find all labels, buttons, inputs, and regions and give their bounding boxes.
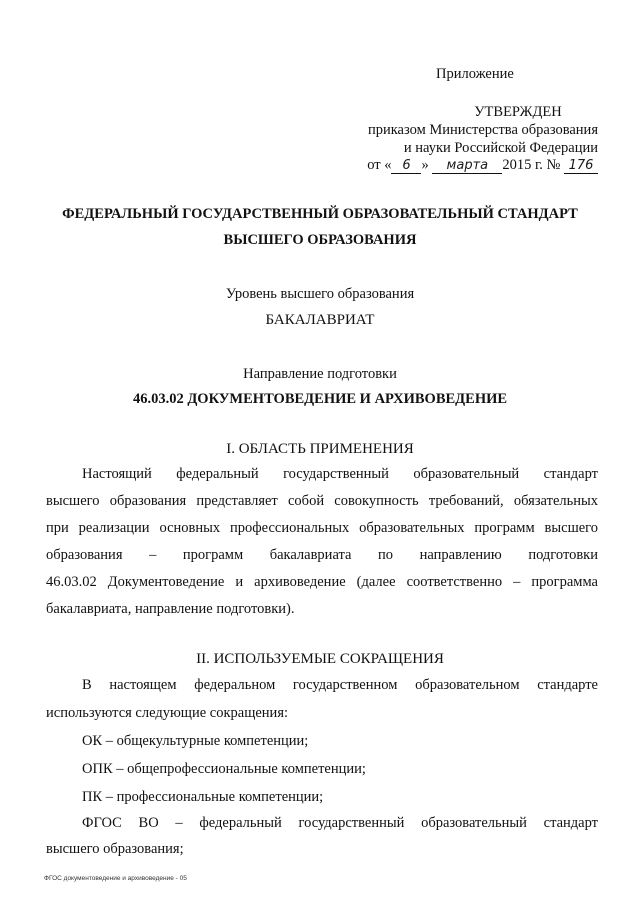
section-1-line: 46.03.02 Документоведение и архивоведение (далее соответственно – программа bbox=[46, 574, 598, 590]
document-title-line-1: ФЕДЕРАЛЬНЫЙ ГОСУДАРСТВЕННЫЙ ОБРАЗОВАТЕЛЬНЫЙ СТАНДАРТ bbox=[62, 206, 578, 222]
section-1-line: образования – программ бакалавриата по направлению подготовки bbox=[46, 547, 598, 563]
section-2-intro-line-2: используются следующие сокращения: bbox=[46, 705, 289, 721]
date-mid: » bbox=[421, 157, 429, 173]
section-2-intro-line-1: В настоящем федеральном государственном образовательном стандарте bbox=[82, 677, 598, 693]
order-line-2: и науки Российской Федерации bbox=[403, 140, 598, 156]
direction-value: 46.03.02 ДОКУМЕНТОВЕДЕНИЕ И АРХИВОВЕДЕНИЕ bbox=[132, 391, 508, 407]
date-year: 2015 г. № bbox=[502, 157, 561, 173]
section-1-heading: I. ОБЛАСТЬ ПРИМЕНЕНИЯ bbox=[226, 441, 414, 457]
abbreviation-item: ОК – общекультурные компетенции; bbox=[82, 733, 309, 749]
appendix-label: Приложение bbox=[436, 66, 514, 82]
date-day-handwritten: 6 bbox=[391, 159, 421, 174]
direction-label: Направление подготовки bbox=[243, 366, 397, 382]
abbreviation-item: ОПК – общепрофессиональные компетенции; bbox=[82, 761, 366, 777]
order-date-line bbox=[367, 157, 598, 174]
section-2-heading: II. ИСПОЛЬЗУЕМЫЕ СОКРАЩЕНИЯ bbox=[196, 651, 444, 667]
abbreviation-fgos-line-1: ФГОС ВО – федеральный государственный образовательный стандарт bbox=[82, 815, 598, 831]
abbreviation-fgos-line-2: высшего образования; bbox=[46, 841, 184, 857]
section-1-line: при реализации основных профессиональных образовательных программ высшего bbox=[46, 520, 598, 536]
level-value: БАКАЛАВРИАТ bbox=[265, 312, 375, 328]
page-footer: ФГОС документоведение и архивоведение - 05 bbox=[44, 875, 187, 882]
order-number-handwritten: 176 bbox=[564, 159, 598, 174]
section-1-line: Настоящий федеральный государственный образовательный стандарт bbox=[82, 466, 598, 482]
section-1-line: высшего образования представляет собой совокупность требований, обязательных bbox=[46, 493, 598, 509]
date-prefix: от « bbox=[367, 157, 392, 173]
date-month-handwritten: марта bbox=[432, 159, 502, 174]
order-line-1: приказом Министерства образования bbox=[367, 122, 598, 138]
document-title-line-2: ВЫСШЕГО ОБРАЗОВАНИЯ bbox=[223, 232, 417, 248]
level-label: Уровень высшего образования bbox=[225, 286, 415, 302]
section-1-line: бакалавриата, направление подготовки). bbox=[46, 601, 295, 617]
approved-label: УТВЕРЖДЕН bbox=[474, 104, 562, 120]
abbreviation-item: ПК – профессиональные компетенции; bbox=[82, 789, 324, 805]
